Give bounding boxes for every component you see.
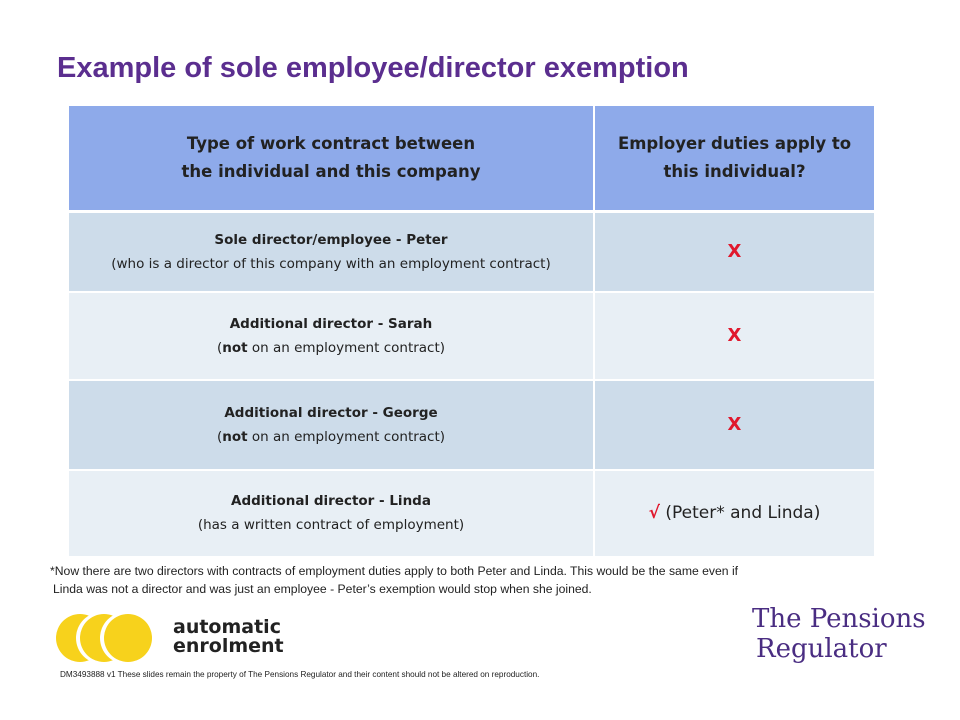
row-description-post: on an employment contract) bbox=[247, 339, 446, 356]
row-description bbox=[70, 336, 592, 360]
table-header-row bbox=[69, 106, 874, 212]
tick-note: (Peter* and Linda) bbox=[659, 503, 821, 523]
header-contract-type-line1: Type of work contract between bbox=[186, 134, 476, 153]
duties-cell bbox=[594, 380, 874, 470]
table-row bbox=[69, 292, 874, 380]
automatic-enrolment-text bbox=[173, 618, 284, 656]
row-description-post: on an employment contract) bbox=[247, 428, 446, 445]
header-contract-type bbox=[69, 106, 594, 212]
row-description bbox=[70, 513, 592, 537]
logo-ae-line2: enrolment bbox=[173, 635, 284, 657]
row-description-pre: (has a written contract of employment) bbox=[197, 517, 465, 533]
contract-cell bbox=[69, 470, 594, 557]
duties-cell bbox=[594, 212, 874, 292]
header-contract-type-line2: the individual and this company bbox=[181, 162, 481, 181]
row-description-bold: not bbox=[222, 339, 248, 356]
row-description-pre: (who is a director of this company with an employment contract) bbox=[111, 255, 551, 272]
cross-mark: X bbox=[727, 241, 742, 263]
exemption-table bbox=[69, 106, 874, 558]
logo-tpr-line2: Regulator bbox=[756, 634, 887, 664]
logo-tpr-line1: The Pensions bbox=[752, 604, 926, 634]
row-description bbox=[70, 425, 592, 449]
contract-cell bbox=[69, 292, 594, 380]
row-name: Additional director - George bbox=[224, 404, 438, 421]
row-description bbox=[70, 252, 592, 276]
table-row bbox=[69, 470, 874, 557]
tick-mark-with-note bbox=[649, 503, 821, 523]
header-duties-apply-line1: Employer duties apply to bbox=[617, 134, 852, 153]
tick-mark: √ bbox=[648, 503, 660, 523]
slide-title: Example of sole employee/director exemption bbox=[57, 52, 689, 84]
duties-cell bbox=[594, 292, 874, 380]
row-description-bold: not bbox=[222, 428, 248, 445]
pensions-regulator-logo bbox=[752, 604, 926, 664]
cross-mark: X bbox=[727, 414, 742, 435]
footnote-line2: Linda was not a director and was just an employee - Peter’s exemption would stop when she joined. bbox=[53, 582, 592, 596]
duties-cell bbox=[594, 470, 874, 557]
logo-circle-icon bbox=[104, 614, 152, 662]
table-row bbox=[69, 380, 874, 470]
contract-cell bbox=[69, 380, 594, 470]
row-description-pre: ( bbox=[216, 428, 223, 445]
table-row bbox=[69, 212, 874, 292]
footnote bbox=[50, 562, 890, 598]
logo-ae-line1: automatic bbox=[173, 616, 281, 638]
contract-cell bbox=[69, 212, 594, 292]
cross-mark: X bbox=[727, 325, 742, 346]
row-name: Additional director - Linda bbox=[231, 493, 431, 509]
automatic-enrolment-logo bbox=[56, 614, 284, 664]
row-description-pre: ( bbox=[216, 339, 223, 356]
header-duties-apply-line2: this individual? bbox=[663, 162, 806, 181]
row-name: Sole director/employee - Peter bbox=[214, 231, 448, 248]
header-duties-apply bbox=[594, 106, 874, 212]
footnote-line1: *Now there are two directors with contracts of employment duties apply to both Peter and Linda. This would be the same even if bbox=[50, 564, 739, 578]
disclaimer: DM3493888 v1 These slides remain the property of The Pensions Regulator and their content should not be altered on reproduction. bbox=[60, 670, 540, 679]
row-name: Additional director - Sarah bbox=[229, 315, 433, 332]
